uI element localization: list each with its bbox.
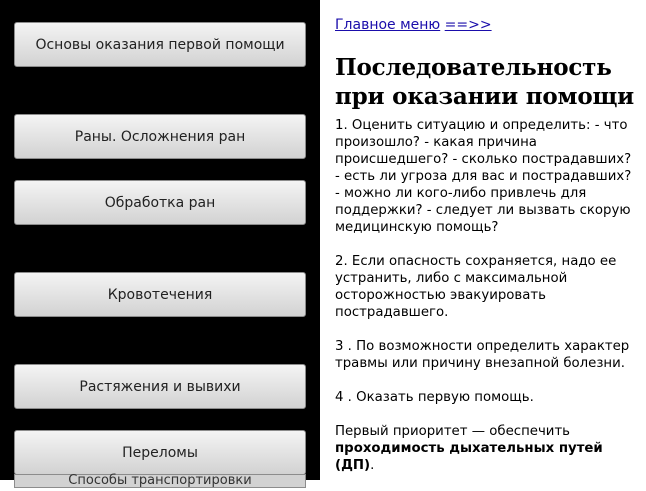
paragraph-step-3: 3 . По возможности определить характер травмы или причину внезапной болезни. bbox=[335, 339, 630, 371]
main-menu-link[interactable]: Главное меню bbox=[335, 17, 441, 33]
top-nav bbox=[335, 17, 492, 33]
menu-button-bleeding[interactable]: Кровотечения bbox=[14, 272, 306, 317]
article-body bbox=[335, 117, 635, 491]
paragraph-step-2: 2. Если опасность сохраняется, надо ее устранить, либо с максимальной осторожностью эвакуировать пострадавшего. bbox=[335, 254, 617, 320]
priority-text: Первый приоритет — обеспечить bbox=[335, 424, 571, 439]
menu-button-first-aid-basics[interactable]: Основы оказания первой помощи bbox=[14, 22, 306, 67]
menu-button-fractures[interactable]: Переломы bbox=[14, 430, 306, 475]
menu-button-sprains[interactable]: Растяжения и вывихи bbox=[14, 364, 306, 409]
menu-button-wounds[interactable]: Раны. Осложнения ран bbox=[14, 114, 306, 159]
page-title: Последовательность при оказании помощи bbox=[335, 54, 635, 110]
priority-bold-text: проходимость дыхательных путей (ДП) bbox=[335, 441, 603, 473]
menu-button-wound-treatment[interactable]: Обработка ран bbox=[14, 180, 306, 225]
article-panel bbox=[335, 0, 635, 480]
menu-button-transport[interactable]: Способы транспортировки bbox=[14, 474, 306, 488]
paragraph-priority bbox=[335, 423, 635, 474]
paragraph-step-4: 4 . Оказать первую помощь. bbox=[335, 390, 534, 405]
priority-suffix: . bbox=[370, 458, 375, 473]
next-page-link[interactable]: ==>> bbox=[444, 17, 492, 33]
paragraph-step-1: 1. Оценить ситуацию и определить: - что произошло? - какая причина происшедшего? - сколько пострадавших? - есть ли угроза для вас и пострадавших? - можно ли кого-либо привлечь для поддержки? - следует ли вызвать скорую медицинскую помощь? bbox=[335, 118, 632, 235]
menu-panel bbox=[0, 0, 320, 488]
